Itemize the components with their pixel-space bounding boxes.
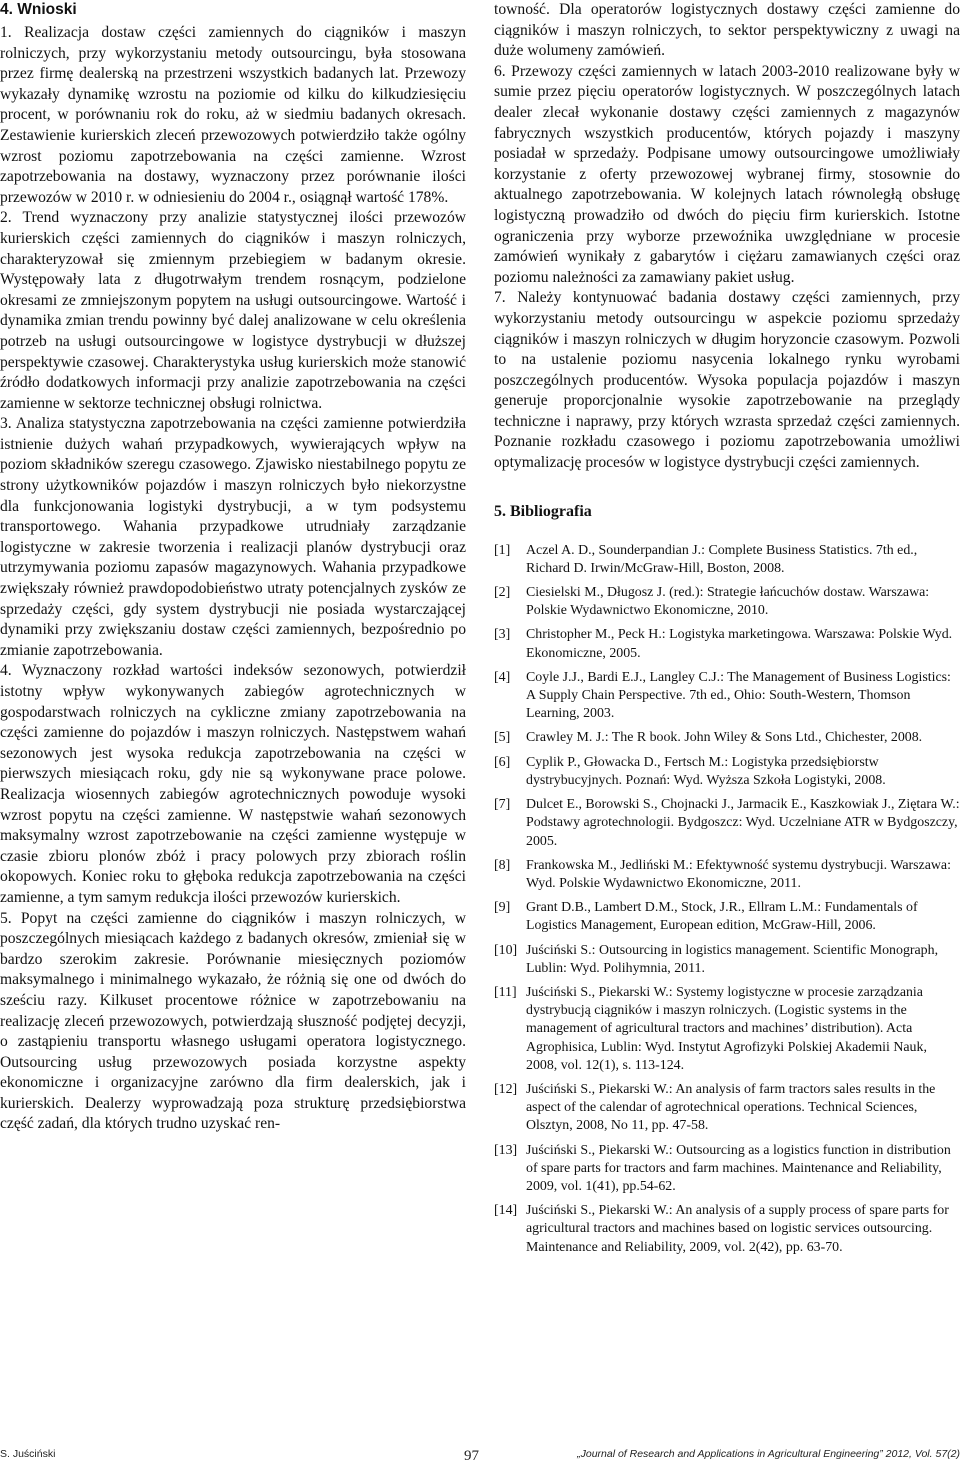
conclusion-paragraph-5-continued: towność. Dla operatorów logistycznych dostawy części zamienne do ciągników i maszyn rolniczych, to sektor perspektywiczny z uwagi na duże wolumeny zamówień. [494,1,960,60]
bibliography-text: Frankowska M., Jedliński M.: Efektywność systemu dystrybucji. Warszawa: Wyd. Polskie Wydawnictwo Ekonomiczne, 2011. [526,857,951,891]
bibliography-item [494,796,960,851]
bibliography-text: Grant D.B., Lambert D.M., Stock, J.R., Ellram L.M.: Fundamentals of Logistics Management, European edition, McGraw-Hill, 2006. [526,900,918,934]
conclusion-paragraph-1: 1. Realizacja dostaw części zamiennych do ciągników i maszyn rolniczych, przy wykorzystaniu metody outsourcingu, była stosowana przez firmę dealerską na przestrzeni wszystkich badanych lat. Przewozy wykazały dynamikę wzrostu na poziomie od kilku do kilkudziesięciu procent, w porównaniu rok do roku, aż w siedmiu badanych okresach. Zestawienie kurierskich zleceń przewozowych potwierdziło także ogólny wzrost poziomu zapotrzebowania na części zamienne. Wzrost zapotrzebowania na dostawy, wyznaczony przez porównanie ilości przewozów w 2010 r. w odniesieniu do 2004 r., osiągnął wartość 178%. [0,24,466,206]
right-column [494,0,960,1263]
bibliography-number: [1] [494,542,511,558]
bibliography-number: [6] [494,754,511,770]
bibliography-item [494,754,960,790]
conclusion-paragraph-4: 4. Wyznaczony rozkład wartości indeksów sezonowych, potwierdził istotny wpływ wykonywanych zabiegów agrotechnicznych w gospodarstwach rolniczych na cykliczne zmiany zapotrzebowania na części zamienne do pojazdów i maszyn rolniczych. Następstwem wahań sezonowych jest wysoka redukcja zapotrzebowania na części w pierwszych miesiącach roku, gdy nie są wykonywane prace polowe. Realizacja wiosennych zabiegów agrotechnicznych powoduje wysoki wzrost popytu na części zamienne. W następstwie wahań sezonowych maksymalny wzrost zapotrzebowanie na części zamienne występuje w czasie zbioru plonów zbóż i pracy polowych przy zbiorach roślin okopowych. Koniec roku to głęboka redukcja zapotrzebowania na części zamienne, a tym samym redukcja ilości przewozów kurierskich. [0,662,466,906]
bibliography-number: [12] [494,1081,518,1097]
section-title-bibliography: 5. Bibliografia [494,502,592,520]
bibliography-number: [3] [494,627,511,643]
bibliography-number: [10] [494,942,518,958]
bibliography-text: Juściński S., Piekarski W.: Outsourcing as a logistics function in distribution of spare parts for tractors and farm machines. Maintenance and Reliability, 2009, vol. 1(41), pp.54-62. [526,1142,951,1194]
bibliography-number: [4] [494,669,511,685]
bibliography-item [494,1202,960,1257]
bibliography-number: [8] [494,857,511,873]
bibliography-item [494,942,960,978]
bibliography-item [494,1081,960,1136]
conclusion-paragraph-6: 6. Przewozy części zamiennych w latach 2003-2010 realizowane były w sumie przez pięciu operatorów logistycznych. W poszczególnych latach dealer zlecał wykonanie dostawy części zamiennych z magazynów fabrycznych wszystkich producentów, których pojazdy i maszyny posiadał w sprzedaży. Podpisane umowy outsourcingowe umożliwiały korzystanie z oferty przewozowej wybranej firmy, stosownie do aktualnego zapotrzebowania. W kolejnych latach równoległą obsługę logistyczną prowadziło od dwóch do pięciu firm kurierskich. Istotne ograniczenia przy wyborze przewoźnika uwzględniane w procesie zamówień wynikały z gabarytów i ciężaru zamawianych części oraz poziomu należności za zamawiany pakiet usług. [494,62,960,286]
bibliography-text: Crawley M. J.: The R book. John Wiley & Sons Ltd., Chichester, 2008. [526,730,923,746]
bibliography-item [494,729,960,747]
bibliography-number: [9] [494,900,511,916]
bibliography-text: Cyplik P., Głowacka D., Fertsch M.: Logistyka przedsiębiorstw dystrybucyjnych. Poznań: Wyd. Wyższa Szkoła Logistyki, 2008. [526,754,886,788]
bibliography-number: [5] [494,730,511,746]
bibliography-number: [14] [494,1203,518,1219]
bibliography-text: Juściński S., Piekarski W.: Systemy logistyczne w procesie zarządzania dystrybucją ciągników i maszyn rolniczych. (Logistic systems in the management of agricultural tractors and machines’ distribution). Acta Agrophisica, Lublin: Wyd. Instytut Agrofizyki Polskiej Akademii Nauk, 2008, vol. 12(1), s. 113-124. [526,984,927,1073]
footer-journal: „Journal of Research and Applications in Agricultural Engineering” 2012, Vol. 57(2) [577,1448,960,1460]
bibliography-text: Aczel A. D., Sounderpandian J.: Complete Business Statistics. 7th ed., Richard D. Irwin/McGraw-Hill, Boston, 2008. [526,542,918,576]
bibliography-item [494,984,960,1075]
bibliography-item [494,626,960,662]
bibliography-item [494,669,960,724]
bibliography-text: Dulcet E., Borowski S., Chojnacki J., Jarmacik E., Kaszkowiak J., Ziętara W.: Podstawy agrotechnologii. Bydgoszcz: Wyd. Uczelniane ATR w Bydgoszczy, 2005. [526,797,960,849]
bibliography-number: [13] [494,1142,518,1158]
bibliography-item [494,857,960,893]
bibliography-item [494,1142,960,1197]
bibliography-list [494,542,960,1257]
conclusion-paragraph-5: 5. Popyt na części zamienne do ciągników i maszyn rolniczych, w poszczególnych miesiącach każdego z badanych okresów, zmieniał się w bardzo szerokim zakresie. Porównanie miesięcznych poziomów maksymalnego i minimalnego wykazało, że różnią się one od dwóch do sześciu razy. Kilkuset procentowe różnice w zapotrzebowaniu na realizację zleceń przewozowych, potwierdzają słuszność podjętej decyzji, o zastąpieniu transportu własnego usługami operatora logistycznego. Outsourcing usług przewozowych posiada korzystne aspekty ekonomiczne i organizacyjne zarówno dla firm dealerskich, jak i kurierskich. Dealerzy wyprowadzają poza strukturę przedsiębiorstwa część zadań, dla których trudno uzyskać ren- [0,909,466,1133]
page-footer [0,1448,960,1468]
page-number: 97 [464,1448,479,1464]
section-title-conclusions: 4. Wnioski [0,1,77,18]
bibliography-text: Juściński S.: Outsourcing in logistics management. Scientific Monograph, Lublin: Wyd. Polihymnia, 2011. [526,942,939,976]
bibliography-number: [2] [494,585,511,601]
bibliography-item [494,584,960,620]
bibliography-text: Juściński S., Piekarski W.: An analysis of a supply process of spare parts for agricultural tractors and machines based on logistic services outsourcing. Maintenance and Reliability, 2009, vol. 2(42), pp. 63-70. [526,1203,949,1255]
left-column [0,0,466,1135]
conclusion-paragraph-7: 7. Należy kontynuować badania dostawy części zamiennych, przy wykorzystaniu metody outsourcingu w aspekcie poziomu sprzedaży ciągników i maszyn rolniczych w długim horyzoncie czasowym. Pozwoli to na ustalenie poziomu nasycenia lokalnego rynku wyrobami poszczególnych producentów. Wysoka populacja pojazdów i maszyn generuje proporcjonalnie wysokie zapotrzebowanie na przeglądy techniczne i naprawy, przy których wzrasta sprzedaż części zamiennych. Poznanie rozkładu czasowego i poziomu zapotrzebowania umożliwi optymalizację procesów w logistyce dystrybucji części zamiennych. [494,289,960,472]
bibliography-number: [11] [494,984,517,1000]
bibliography-item [494,542,960,578]
bibliography-text: Christopher M., Peck H.: Logistyka marketingowa. Warszawa: Polskie Wyd. Ekonomiczne, 2005. [526,627,953,661]
bibliography-text: Coyle J.J., Bardi E.J., Langley C.J.: The Management of Business Logistics: A Supply Chain Perspective. 7th ed., Ohio: South-Western, Thomson Learning, 2003. [526,669,951,722]
conclusion-paragraph-2: 2. Trend wyznaczony przy analizie statystycznej ilości przewozów kurierskich części zamiennych do ciągników i maszyn rolniczych, charakteryzował się zmiennym przebiegiem w badanym okresie. Występowały lata z długotrwałym trendem rosnącym, podzielone okresami ze zmniejszonym popytem na usługi outsourcingowe. Wartość i dynamika zmian trendu powinny być dalej analizowane w celu określenia potrzeb na usługi outsourcingowe w logistyce dystrybucji w dłuższej perspektywie czasowej. Charakterystyka usług kurierskich może stanowić źródło dodatkowych informacji przy analizie zapotrzebowania na części zamienne w sektorze technicznej obsługi rolnictwa. [0,209,466,412]
bibliography-item [494,899,960,935]
bibliography-text: Juściński S., Piekarski W.: An analysis of farm tractors sales results in the aspect of the calendar of agrotechnical operations. Technical Sciences, Olsztyn, 2008, No 11, pp. 47-58. [526,1081,936,1134]
bibliography-number: [7] [494,797,511,813]
footer-author: S. Juściński [0,1448,56,1460]
conclusion-paragraph-3: 3. Analiza statystyczna zapotrzebowania na części zamienne potwierdziła istnienie dużych wahań przypadkowych, wywierających wpływ na poziom składników szeregu czasowego. Zjawisko niestabilnego popytu ze strony użytkowników pojazdów i maszyn rolniczych było niekorzystne dla funkcjonowania logistyki dystrybucji, a w tym podsystemu transportowego. Wahania przypadkowe utrudniały zarządzanie logistyczne w zakresie tworzenia i realizacji planów dystrybucji oraz utrzymywania poziomu zapasów magazynowych. Wahania przypadkowe zwiększały również prawdopodobieństwo utraty potencjalnych zysków ze sprzedaży części, gdy system dystrybucji nie posiada wystarczającej dynamiki przy zwiększaniu dostaw części zamiennych, bezpośrednio po zmianie zapotrzebowania. [0,415,466,659]
bibliography-text: Ciesielski M., Długosz J. (red.): Strategie łańcuchów dostaw. Warszawa: Polskie Wydawnictwo Ekonomiczne, 2010. [526,585,930,619]
